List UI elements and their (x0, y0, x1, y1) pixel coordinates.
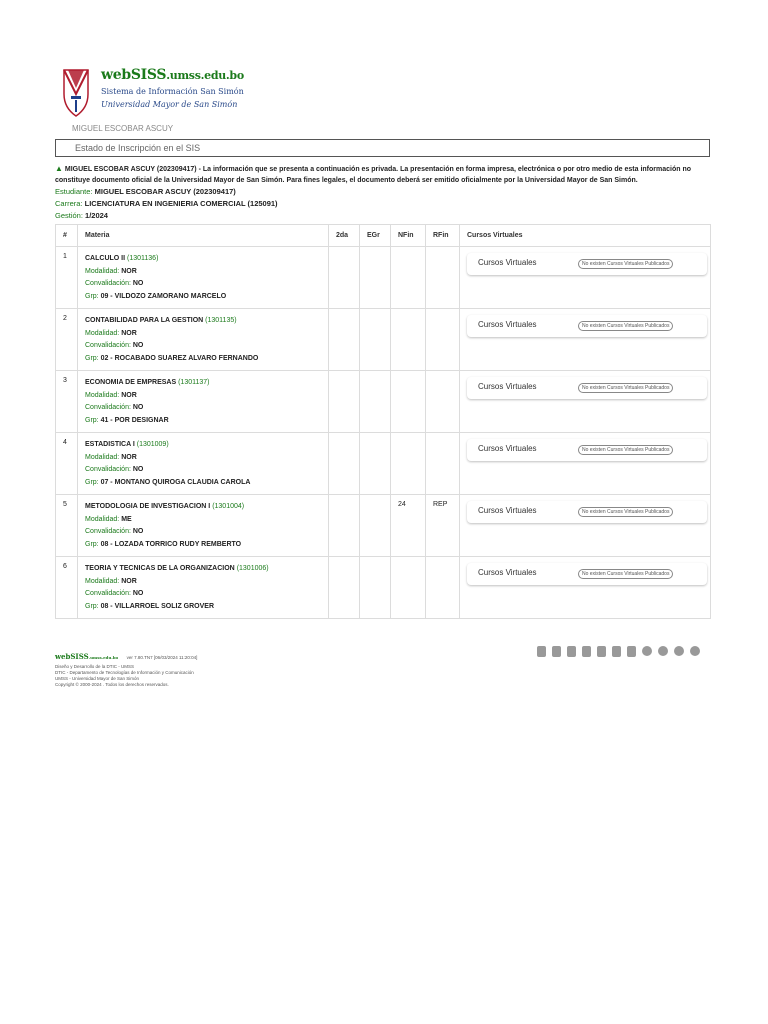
row-number: 4 (56, 433, 78, 495)
javascript-icon (552, 646, 561, 657)
convalidacion-label: Convalidación: (85, 280, 131, 287)
page-title: Estado de Inscripción en el SIS (55, 139, 710, 157)
row-number: 3 (56, 371, 78, 433)
table-row (56, 557, 711, 619)
convalidacion-label: Convalidación: (85, 466, 131, 473)
virtual-courses-panel[interactable] (467, 253, 707, 275)
footer-line-1: Diseño y Desarrollo de la DTIC - UMSS (55, 664, 135, 669)
col-number: # (56, 225, 78, 247)
egr-cell (360, 557, 391, 619)
footer-version: ver 7.80.TN7 [06/03/2024 11:20:04] (126, 655, 198, 660)
grp-value: 02 - ROCABADO SUAREZ ALVARO FERNANDO (100, 354, 259, 362)
footer-brand-domain: .umss.edu.bo (88, 655, 119, 660)
cursos-virtuales-cell (460, 433, 711, 495)
modalidad-value: NOR (121, 577, 137, 585)
table-row (56, 309, 711, 371)
no-virtual-courses-badge: No existen Cursos Virtuales Publicados (578, 321, 673, 331)
user-name: MIGUEL ESCOBAR ASCUY (72, 124, 174, 133)
convalidacion-label: Convalidación: (85, 528, 131, 535)
virtual-courses-label: Cursos Virtuales (478, 444, 537, 453)
egr-cell (360, 309, 391, 371)
privacy-notice (55, 163, 710, 186)
table-row (56, 371, 711, 433)
virtual-courses-panel[interactable] (467, 501, 707, 523)
materia-cell (78, 433, 329, 495)
rfin-cell (426, 557, 460, 619)
ie-icon (690, 646, 700, 656)
convalidacion-value: NO (132, 342, 144, 349)
convalidacion-value: NO (132, 280, 144, 287)
student-value: MIGUEL ESCOBAR ASCUY (202309417) (94, 187, 236, 196)
segunda-cell (329, 433, 360, 495)
subject-code: (1301004) (212, 503, 245, 510)
modalidad-label: Modalidad: (85, 453, 120, 461)
egr-cell (360, 371, 391, 433)
mobile-icon (627, 646, 636, 657)
footer-brand (55, 652, 118, 661)
virtual-courses-label: Cursos Virtuales (478, 382, 537, 391)
brand-main: webSISS (101, 67, 167, 83)
virtual-courses-panel[interactable] (467, 315, 707, 337)
cursos-virtuales-cell (460, 309, 711, 371)
subject-code: (1301137) (178, 379, 210, 386)
css3-icon (582, 646, 591, 657)
brand-subtitle: Sistema de Información San Simón (101, 87, 244, 96)
brand-domain: .umss.edu.bo (166, 69, 244, 82)
opera-icon (674, 646, 684, 656)
row-number: 6 (56, 557, 78, 619)
virtual-courses-label: Cursos Virtuales (478, 258, 537, 267)
convalidacion-label: Convalidación: (85, 590, 131, 597)
term-value: 1/2024 (85, 211, 108, 220)
firefox-icon (658, 646, 668, 656)
chrome-icon (642, 646, 652, 656)
modalidad-value: NOR (121, 391, 137, 399)
modalidad-value: ME (121, 515, 132, 523)
modalidad-label: Modalidad: (85, 577, 120, 585)
modalidad-label: Modalidad: (85, 267, 120, 275)
grp-value: 08 - VILLARROEL SOLIZ GROVER (100, 602, 215, 610)
cursos-virtuales-cell (460, 371, 711, 433)
subject-name: ECONOMIA DE EMPRESAS (85, 379, 177, 386)
browser-icon (597, 646, 606, 657)
modalidad-value: NOR (121, 329, 137, 337)
rfin-cell (426, 433, 460, 495)
subject-name: ESTADISTICA I (85, 441, 135, 448)
virtual-courses-label: Cursos Virtuales (478, 506, 537, 515)
brand-university: Universidad Mayor de San Simón (101, 100, 238, 109)
segunda-cell (329, 309, 360, 371)
nfin-cell (391, 557, 426, 619)
page (55, 66, 710, 619)
career-value: LICENCIATURA EN INGENIERIA COMERCIAL (125091) (84, 199, 278, 208)
col-2da: 2da (329, 225, 360, 247)
virtual-courses-label: Cursos Virtuales (478, 568, 537, 577)
cursos-virtuales-cell (460, 495, 711, 557)
enrollment-table (55, 224, 711, 619)
grp-label: Grp: (85, 478, 99, 486)
segunda-cell (329, 557, 360, 619)
convalidacion-value: NO (132, 590, 144, 597)
table-header-row (56, 225, 711, 247)
subject-code: (1301136) (127, 255, 159, 262)
modalidad-label: Modalidad: (85, 329, 120, 337)
egr-cell (360, 495, 391, 557)
footer-brand-main: webSISS (55, 652, 89, 661)
footer (55, 646, 710, 688)
modalidad-label: Modalidad: (85, 515, 120, 523)
warning-icon: ▲ (55, 164, 63, 173)
subject-code: (1301006) (236, 565, 269, 572)
table-row (56, 247, 711, 309)
row-number: 5 (56, 495, 78, 557)
brand-name (101, 66, 244, 85)
segunda-cell (329, 247, 360, 309)
cursos-virtuales-cell (460, 557, 711, 619)
career-label: Carrera: (55, 199, 83, 208)
footer-line-3: UMSS - Universidad Mayor de San Simón (55, 676, 140, 681)
subject-code: (1301135) (205, 317, 237, 324)
modalidad-label: Modalidad: (85, 391, 120, 399)
col-rfin: RFin (426, 225, 460, 247)
materia-cell (78, 371, 329, 433)
grp-label: Grp: (85, 354, 99, 362)
convalidacion-label: Convalidación: (85, 342, 131, 349)
subject-name: TEORIA Y TECNICAS DE LA ORGANIZACION (85, 565, 235, 572)
convalidacion-label: Convalidación: (85, 404, 131, 411)
student-label: Estudiante: (55, 187, 93, 196)
virtual-courses-label: Cursos Virtuales (478, 320, 537, 329)
cursos-virtuales-cell (460, 247, 711, 309)
segunda-cell (329, 371, 360, 433)
header (55, 66, 710, 120)
subject-name: METODOLOGIA DE INVESTIGACION I (85, 503, 211, 510)
convalidacion-value: NO (132, 466, 144, 473)
subject-code: (1301009) (136, 441, 169, 448)
grp-label: Grp: (85, 602, 99, 610)
convalidacion-value: NO (132, 404, 144, 411)
egr-cell (360, 433, 391, 495)
footer-tech-icons (537, 646, 700, 657)
materia-cell (78, 557, 329, 619)
html5-icon (567, 646, 576, 657)
student-info (55, 186, 710, 198)
modalidad-value: NOR (121, 453, 137, 461)
grp-value: 07 - MONTANO QUIROGA CLAUDIA CAROLA (100, 478, 251, 486)
nfin-cell (391, 309, 426, 371)
materia-cell (78, 495, 329, 557)
nfin-cell (391, 247, 426, 309)
no-virtual-courses-badge: No existen Cursos Virtuales Publicados (578, 445, 673, 455)
footer-line-2: DTIC - Departamento de Tecnologías de Información y Comunicación (55, 670, 194, 675)
col-materia: Materia (78, 225, 329, 247)
virtual-courses-panel[interactable] (467, 439, 707, 461)
egr-cell (360, 247, 391, 309)
no-virtual-courses-badge: No existen Cursos Virtuales Publicados (578, 569, 673, 579)
term-label: Gestión: (55, 211, 83, 220)
row-number: 1 (56, 247, 78, 309)
col-cursos-virtuales: Cursos Virtuales (460, 225, 711, 247)
rfin-cell (426, 247, 460, 309)
nfin-cell: 24 (391, 495, 426, 557)
segunda-cell (329, 495, 360, 557)
grp-label: Grp: (85, 416, 99, 424)
term-info (55, 210, 710, 222)
grp-value: 09 - VILDOZO ZAMORANO MARCELO (100, 292, 227, 300)
no-virtual-courses-badge: No existen Cursos Virtuales Publicados (578, 259, 673, 269)
nfin-cell (391, 371, 426, 433)
modalidad-value: NOR (121, 267, 137, 275)
virtual-courses-panel[interactable] (467, 377, 707, 399)
subject-name: CONTABILIDAD PARA LA GESTION (85, 317, 204, 324)
subject-name: CALCULO II (85, 255, 126, 262)
no-virtual-courses-badge: No existen Cursos Virtuales Publicados (578, 383, 673, 393)
grp-value: 08 - LOZADA TORRICO RUDY REMBERTO (100, 540, 242, 548)
grp-label: Grp: (85, 540, 99, 548)
row-number: 2 (56, 309, 78, 371)
grp-value: 41 - POR DESIGNAR (100, 416, 169, 424)
umss-shield-logo-icon (63, 68, 89, 118)
col-nfin: NFin (391, 225, 426, 247)
materia-cell (78, 247, 329, 309)
materia-cell (78, 309, 329, 371)
no-virtual-courses-badge: No existen Cursos Virtuales Publicados (578, 507, 673, 517)
grp-label: Grp: (85, 292, 99, 300)
rfin-cell: REP (426, 495, 460, 557)
footer-line-4: Copyright © 2000-2024 . Todos los derechos reservados. (55, 682, 169, 687)
virtual-courses-panel[interactable] (467, 563, 707, 585)
nfin-cell (391, 433, 426, 495)
institution-icon (537, 646, 546, 657)
career-info (55, 198, 710, 210)
page-icon (612, 646, 621, 657)
col-egr: EGr (360, 225, 391, 247)
convalidacion-value: NO (132, 528, 144, 535)
table-row (56, 433, 711, 495)
notice-text: MIGUEL ESCOBAR ASCUY (202309417) - La información que se presenta a continuación es privada. La presentación en forma impresa, electrónica o por otro medio de esta información no constituye documento oficial de la Universidad Mayor de San Simón. Para fines legales, el documento deberá ser emitido oficialmente por la Universidad Mayor de San Simón. (55, 166, 692, 184)
brand (101, 66, 244, 109)
table-row (56, 495, 711, 557)
rfin-cell (426, 371, 460, 433)
rfin-cell (426, 309, 460, 371)
